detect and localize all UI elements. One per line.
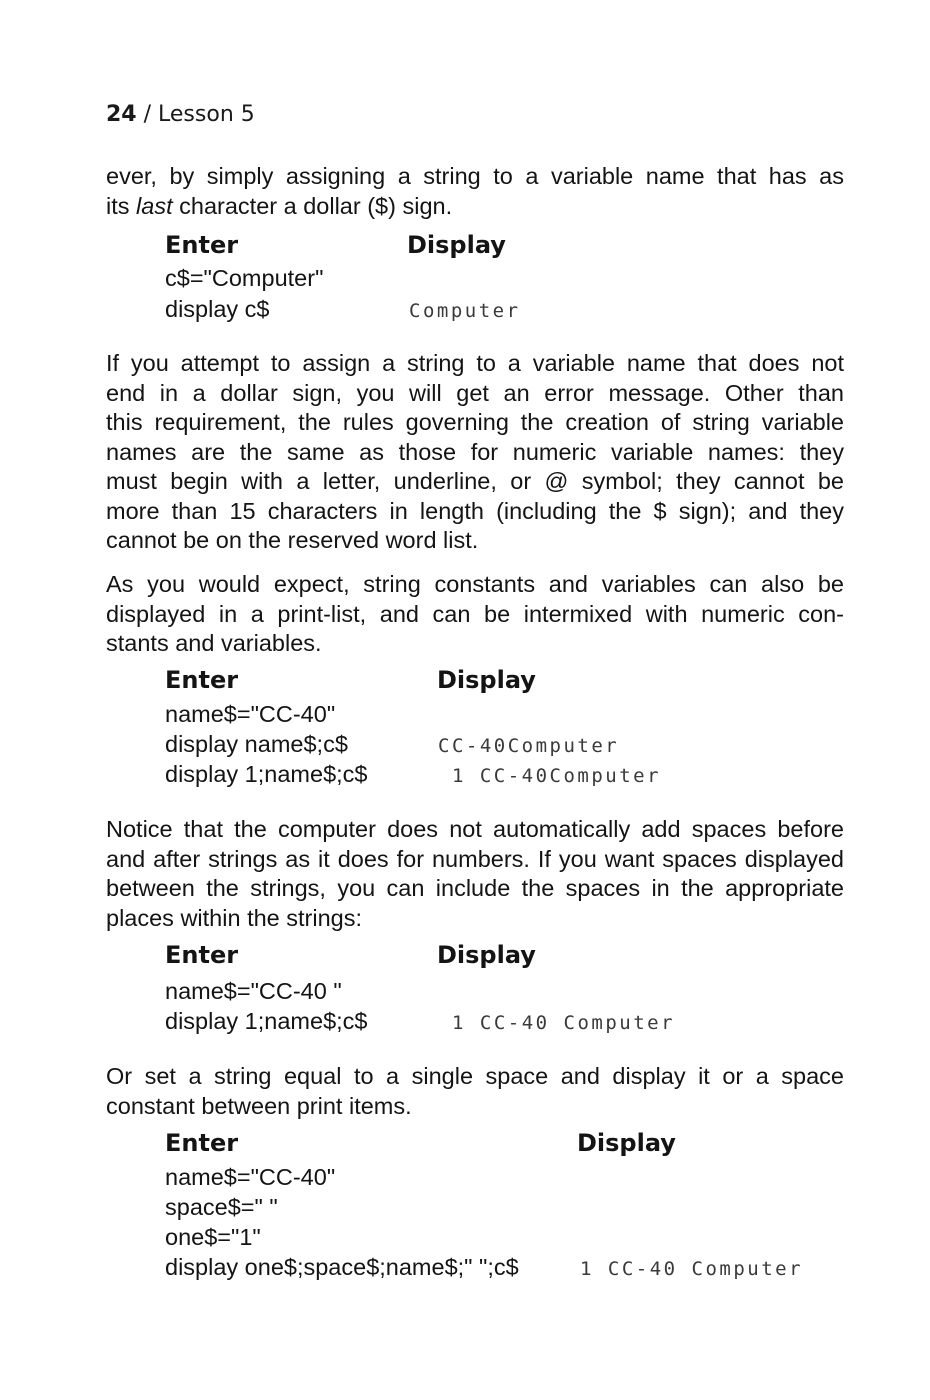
enter-line: display 1;name$;c$ xyxy=(165,761,368,787)
paragraph-spaces xyxy=(106,815,844,933)
paragraph-line: and after strings as it does for numbers. If you want spaces displayed xyxy=(106,845,844,872)
text-run: character a dollar ($) sign. xyxy=(172,192,453,219)
enter-heading: Enter xyxy=(165,1129,239,1157)
paragraph-line: If you attempt to assign a string to a variable name that does not xyxy=(106,350,844,376)
enter-heading: Enter xyxy=(165,666,239,694)
display-heading: Display xyxy=(407,231,506,259)
enter-line: name$="CC-40 " xyxy=(165,978,342,1004)
enter-line: one$="1" xyxy=(165,1224,261,1250)
paragraph-line: Or set a string equal to a single space and display it or a space xyxy=(106,1063,844,1089)
paragraph-line: stants and variables. xyxy=(106,630,322,656)
page-header xyxy=(106,102,255,127)
display-heading: Display xyxy=(437,941,536,969)
paragraph-line: Notice that the computer does not automatically add spaces before xyxy=(106,816,844,842)
enter-line: name$="CC-40" xyxy=(165,1164,336,1190)
paragraph-line: this requirement, the rules governing the creation of string variable xyxy=(106,409,844,435)
paragraph-space-constant xyxy=(106,1062,844,1121)
enter-line: c$="Computer" xyxy=(165,265,324,291)
paragraph-line: cannot be on the reserved word list. xyxy=(106,527,479,553)
paragraph-line: ever, by simply assigning a string to a variable name that has as xyxy=(106,163,844,189)
text-run: its xyxy=(106,192,137,219)
paragraph-line: between the strings, you can include the spaces in the appropriate xyxy=(106,875,844,901)
enter-line: display one$;space$;name$;" ";c$ xyxy=(165,1254,519,1280)
paragraph-print-list xyxy=(106,570,844,659)
display-output: Computer xyxy=(409,300,521,322)
display-output: CC-40Computer xyxy=(438,735,620,757)
paragraph-line: displayed in a print-list, and can be intermixed with numeric con- xyxy=(106,600,844,627)
display-output: 1 CC-40Computer xyxy=(438,765,662,787)
section-title: Lesson 5 xyxy=(158,102,255,127)
emphasis-text: last xyxy=(136,192,173,219)
enter-line: display name$;c$ xyxy=(165,731,348,757)
paragraph-line: places within the strings: xyxy=(106,904,363,931)
page-number: 24 xyxy=(106,102,137,127)
enter-heading: Enter xyxy=(165,231,239,259)
display-heading: Display xyxy=(577,1129,676,1157)
paragraph-line: must begin with a letter, underline, or @ symbol; they cannot be xyxy=(106,468,844,494)
paragraph-naming-rules xyxy=(106,349,844,556)
header-separator: / xyxy=(136,102,159,127)
paragraph-line: more than 15 characters in length (including the $ sign); and they xyxy=(106,497,844,524)
display-heading: Display xyxy=(437,666,536,694)
enter-line: name$="CC-40" xyxy=(165,701,336,727)
paragraph-line: names are the same as those for numeric variable names: they xyxy=(106,438,844,465)
enter-line: display 1;name$;c$ xyxy=(165,1008,368,1034)
paragraph-line: end in a dollar sign, you will get an error message. Other than xyxy=(106,379,844,406)
paragraph-intro xyxy=(106,162,844,221)
paragraph-line: constant between print items. xyxy=(106,1092,412,1119)
enter-line: space$=" " xyxy=(165,1194,278,1220)
display-output: 1 CC-40 Computer xyxy=(452,1012,676,1034)
paragraph-line: As you would expect, string constants and variables can also be xyxy=(106,571,844,597)
paragraph-line xyxy=(106,192,844,222)
enter-line: display c$ xyxy=(165,296,270,322)
display-output: 1 CC-40 Computer xyxy=(580,1258,804,1280)
enter-heading: Enter xyxy=(165,941,239,969)
